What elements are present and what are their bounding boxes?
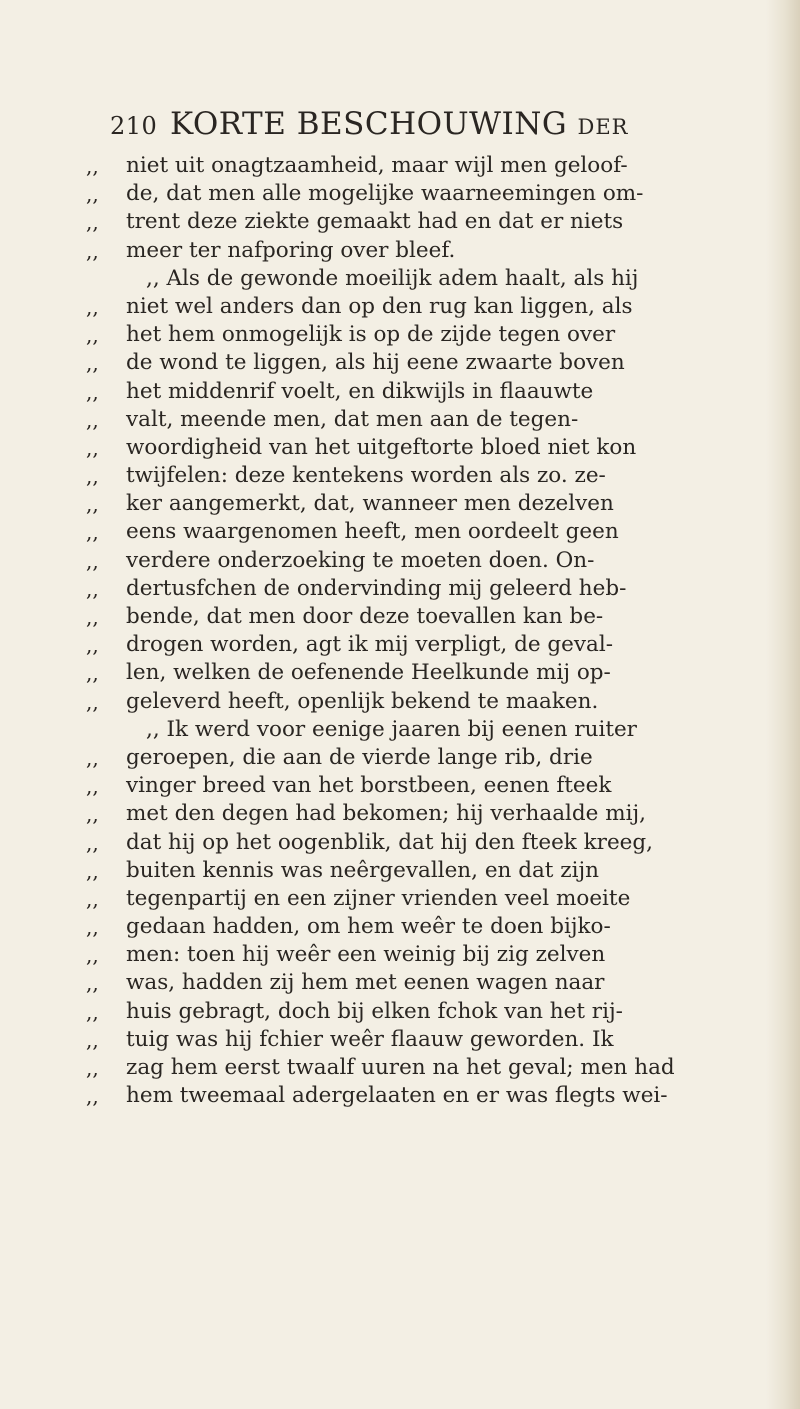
text-line (86, 349, 766, 377)
text-line (86, 716, 766, 744)
line-text: geroepen, die aan de vierde lange rib, drie (126, 744, 593, 770)
quote-mark: ,, (86, 294, 99, 319)
text-line (86, 180, 766, 208)
body-text (86, 152, 766, 1110)
text-line (86, 688, 766, 716)
quote-mark: ,, (86, 774, 99, 799)
text-line (86, 434, 766, 462)
line-text: dat hij op het oogenblik, dat hij den fteek kreeg, (126, 829, 654, 855)
line-text: dertusfchen de ondervinding mij geleerd heb- (126, 575, 627, 601)
line-text: niet uit onagtzaamheid, maar wijl men geloof- (126, 153, 628, 178)
text-line (86, 575, 766, 603)
quote-mark: ,, (86, 576, 99, 601)
quote-mark: ,, (86, 915, 99, 940)
text-line (86, 321, 766, 349)
page-edge-shadow (766, 0, 800, 1409)
line-text: verdere onderzoeking te moeten doen. On- (126, 547, 595, 573)
quote-mark: ,, (86, 351, 99, 376)
quote-mark: ,, (86, 830, 99, 855)
quote-mark: ,, (86, 182, 99, 207)
text-line (86, 631, 766, 659)
line-text: twijfelen: deze kentekens worden als zo. ze- (126, 463, 606, 489)
line-text: trent deze ziekte gemaakt had en dat er niets (126, 209, 624, 235)
line-text: tuig was hij fchier weêr flaauw geworden. Ik (126, 1026, 614, 1052)
line-text: het middenrif voelt, en dikwijls in flaauwte (126, 378, 594, 404)
quote-mark: ,, (86, 379, 99, 404)
text-line (86, 462, 766, 490)
line-text: hem tweemaal adergelaaten en er was flegts wei- (126, 1083, 668, 1109)
text-line (86, 265, 766, 293)
text-line (86, 152, 766, 180)
quote-mark: ,, (86, 943, 99, 968)
text-line (86, 744, 766, 772)
line-text: geleverd heeft, openlijk bekend te maaken. (126, 688, 599, 714)
text-line (86, 208, 766, 236)
text-line (86, 1054, 766, 1082)
line-text: niet wel anders dan op den rug kan liggen, als (126, 293, 633, 319)
quote-mark: ,, (86, 210, 99, 235)
text-line (86, 885, 766, 913)
text-line (86, 772, 766, 800)
text-line (86, 1082, 766, 1110)
text-line (86, 406, 766, 434)
line-text: ker aangemerkt, dat, wanneer men dezelven (126, 491, 614, 517)
quote-mark: ,, (86, 238, 99, 263)
running-head-title: KORTE BESCHOUWING (170, 106, 568, 142)
text-line (86, 857, 766, 885)
line-text: was, hadden zij hem met eenen wagen naar (126, 970, 605, 996)
quote-mark: ,, (86, 605, 99, 629)
line-text: ,, Ik werd voor eenige jaaren bij eenen ruiter (146, 716, 637, 742)
text-line (86, 800, 766, 828)
running-head-tail: DER (577, 115, 629, 139)
quote-mark: ,, (86, 407, 99, 432)
running-head (170, 106, 628, 142)
text-line (86, 547, 766, 575)
quote-mark: ,, (86, 520, 99, 545)
quote-mark: ,, (86, 1056, 99, 1080)
text-line (86, 518, 766, 546)
text-line (86, 378, 766, 406)
quote-mark: ,, (86, 1084, 99, 1109)
quote-mark: ,, (86, 323, 99, 348)
text-line (86, 1026, 766, 1054)
page-number: 210 (110, 112, 158, 140)
quote-mark: ,, (86, 689, 99, 714)
line-text: vinger breed van het borstbeen, eenen fteek (126, 773, 612, 799)
line-text: het hem onmogelijk is op de zijde tegen over (126, 322, 616, 348)
line-text: gedaan hadden, om hem weêr te doen bijko- (126, 914, 611, 940)
line-text: eens waargenomen heeft, men oordeelt geen (126, 519, 619, 545)
text-line (86, 237, 766, 265)
text-line (86, 969, 766, 997)
line-text: huis gebragt, doch bij elken fchok van het rij- (126, 998, 623, 1024)
text-line (86, 829, 766, 857)
line-text: tegenpartij en een zijner vrienden veel moeite (126, 885, 631, 911)
quote-mark: ,, (86, 858, 99, 883)
quote-mark: ,, (86, 633, 99, 658)
line-text: ,, Als de gewonde moeilijk adem haalt, als hij (146, 265, 639, 291)
quote-mark: ,, (86, 802, 99, 827)
quote-mark: ,, (86, 745, 99, 770)
quote-mark: ,, (86, 661, 99, 686)
text-line (86, 998, 766, 1026)
quote-mark: ,, (86, 435, 99, 460)
page-header (110, 106, 710, 146)
line-text: woordigheid van het uitgeftorte bloed niet kon (126, 434, 637, 460)
line-text: meer ter nafporing over bleef. (126, 237, 456, 263)
quote-mark: ,, (86, 1027, 99, 1052)
line-text: de, dat men alle mogelijke waarneemingen om- (126, 181, 644, 207)
text-line (86, 603, 766, 631)
quote-mark: ,, (86, 971, 99, 996)
line-text: men: toen hij weêr een weinig bij zig zelven (126, 942, 606, 968)
text-line (86, 941, 766, 969)
quote-mark: ,, (86, 886, 99, 911)
quote-mark: ,, (86, 492, 99, 517)
line-text: met den degen had bekomen; hij verhaalde mij, (126, 801, 646, 827)
text-line (86, 490, 766, 518)
text-line (86, 659, 766, 687)
quote-mark: ,, (86, 548, 99, 573)
line-text: buiten kennis was neêrgevallen, en dat zijn (126, 857, 599, 883)
quote-mark: ,, (86, 464, 99, 489)
quote-mark: ,, (86, 154, 99, 178)
line-text: zag hem eerst twaalf uuren na het geval; men had (126, 1055, 675, 1080)
line-text: drogen worden, agt ik mij verpligt, de geval- (126, 632, 613, 658)
text-line (86, 913, 766, 941)
line-text: len, welken de oefenende Heelkunde mij op- (126, 660, 611, 686)
quote-mark: ,, (86, 999, 99, 1024)
line-text: de wond te liggen, als hij eene zwaarte boven (126, 350, 625, 376)
line-text: bende, dat men door deze toevallen kan be- (126, 604, 604, 629)
text-line (86, 293, 766, 321)
line-text: valt, meende men, dat men aan de tegen- (126, 406, 579, 432)
